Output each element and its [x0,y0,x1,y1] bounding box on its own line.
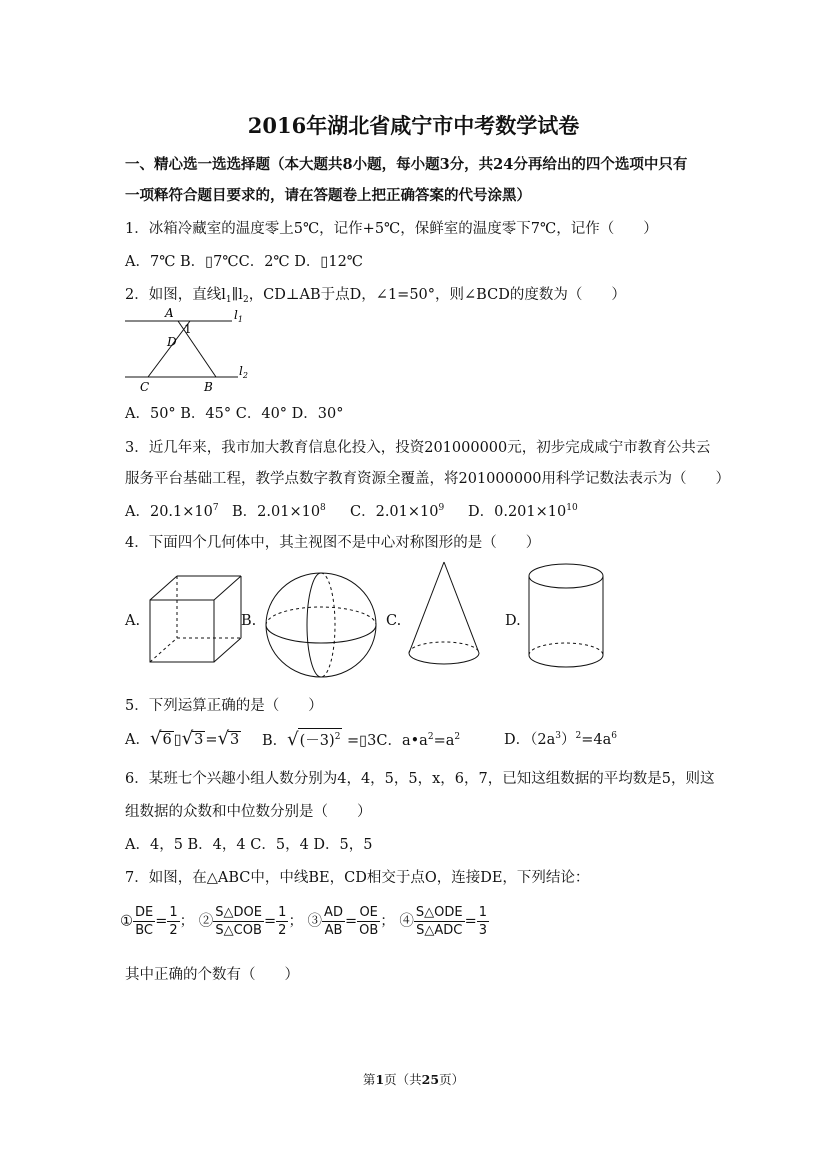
page-footer: 第1页（共25页） [362,1072,465,1087]
q4-label-c: C. [386,613,402,629]
q3-option-c: C．$2.01\times 10^9$ [350,503,445,520]
q3-stem-line2: 服务平台基础工程，教学点数字教育资源全覆盖，将201000000用科学记数法表示为（ ） [125,471,731,487]
q5-stem: 5．下列运算正确的是（ ） [125,698,323,714]
q2-stem: 2．如图，直线$l_1\parallel l_2$，CD⊥AB于点D，∠1=50°，则∠BCD的度数为（ ） [125,287,626,305]
label-a: A [165,306,174,320]
label-1: 1 [184,322,192,336]
label-b: B [204,380,213,394]
q4-label-a: A. [125,613,141,629]
q5-option-d: D．$(2a^3)^2=4a^6$ [504,731,617,748]
label-l1: $l_1$ [234,308,243,324]
q4-label-d: D. [505,613,521,629]
q2-options: A．50° B．45° C．40° D．30° [125,406,344,422]
q4-stem: 4．下面四个几何体中，其主视图不是中心对称图形的是（ ） [125,535,541,551]
q5-option-b: B．$√(-3)^2$ =▯3C．$a•a^2=a^2$ [262,729,461,750]
sphere-icon [262,570,380,680]
cylinder-icon [525,560,607,672]
q1-options: A．7℃ B．▯7℃C．2℃ D．▯12℃ [125,254,364,270]
q3-option-b: B．$2.01\times 10^8$ [232,503,326,520]
label-l2: $l_2$ [239,364,248,380]
section-heading-line2: 一项释符合题目要求的，请在答题卷上把正确答案的代号涂黑） [125,187,531,204]
q7-conclusions: ① $\frac{DE}{BC}$ = $\frac{1}{2}$ ； ② $\frac{\text{S△DOE}}{\text{S△COB}}$ = $\frac{1}{2}$ ； ③ $\frac{AD}{AB}$ = $\frac{OE}{OB}$ ； ④ $\frac{\text{S△ODE}}{\text{S△ADC}}$ = $\frac{1}{3}$ [120,905,488,938]
section-heading-line1: 一、精心选一选选择题（本大题共8小题，每小题3分，共24分再给出的四个选项中只有 [125,156,688,173]
q6-options: A．4，5 B．4，4 C．5，4 D．5，5 [125,837,373,853]
q1-stem: 1．冰箱冷藏室的温度零上5℃，记作+5℃，保鲜室的温度零下7℃，记作（ ） [125,221,658,237]
q7-tail: 其中正确的个数有（ ） [125,967,299,983]
q5-option-a: A．√6 ▯√3 =√3 [125,728,240,749]
q3-stem-line1: 3．近几年来，我市加大教育信息化投入，投资201000000元，初步完成咸宁市教育公共云 [125,440,711,456]
q7-stem: 7．如图，在△ABC中，中线BE，CD相交于点O，连接DE，下列结论： [125,870,590,886]
label-d: D [167,335,177,349]
label-c: C [140,380,150,394]
q3-option-a: A．$20.1\times 10^7$ [125,503,219,520]
q3-option-d: D．$0.201\times 10^{10}$ [468,503,578,520]
q6-stem-line2: 组数据的众数和中位数分别是（ ） [125,804,372,820]
cube-icon [145,572,245,668]
q2-figure [120,303,260,395]
page-title: 2016年湖北省咸宁市中考数学试卷 [247,113,580,138]
cone-icon [405,558,483,670]
q4-label-b: B. [241,613,257,629]
q6-stem-line1: 6．某班七个兴趣小组人数分别为4，4，5，5，x，6，7，已知这组数据的平均数是5，则这 [125,771,715,787]
